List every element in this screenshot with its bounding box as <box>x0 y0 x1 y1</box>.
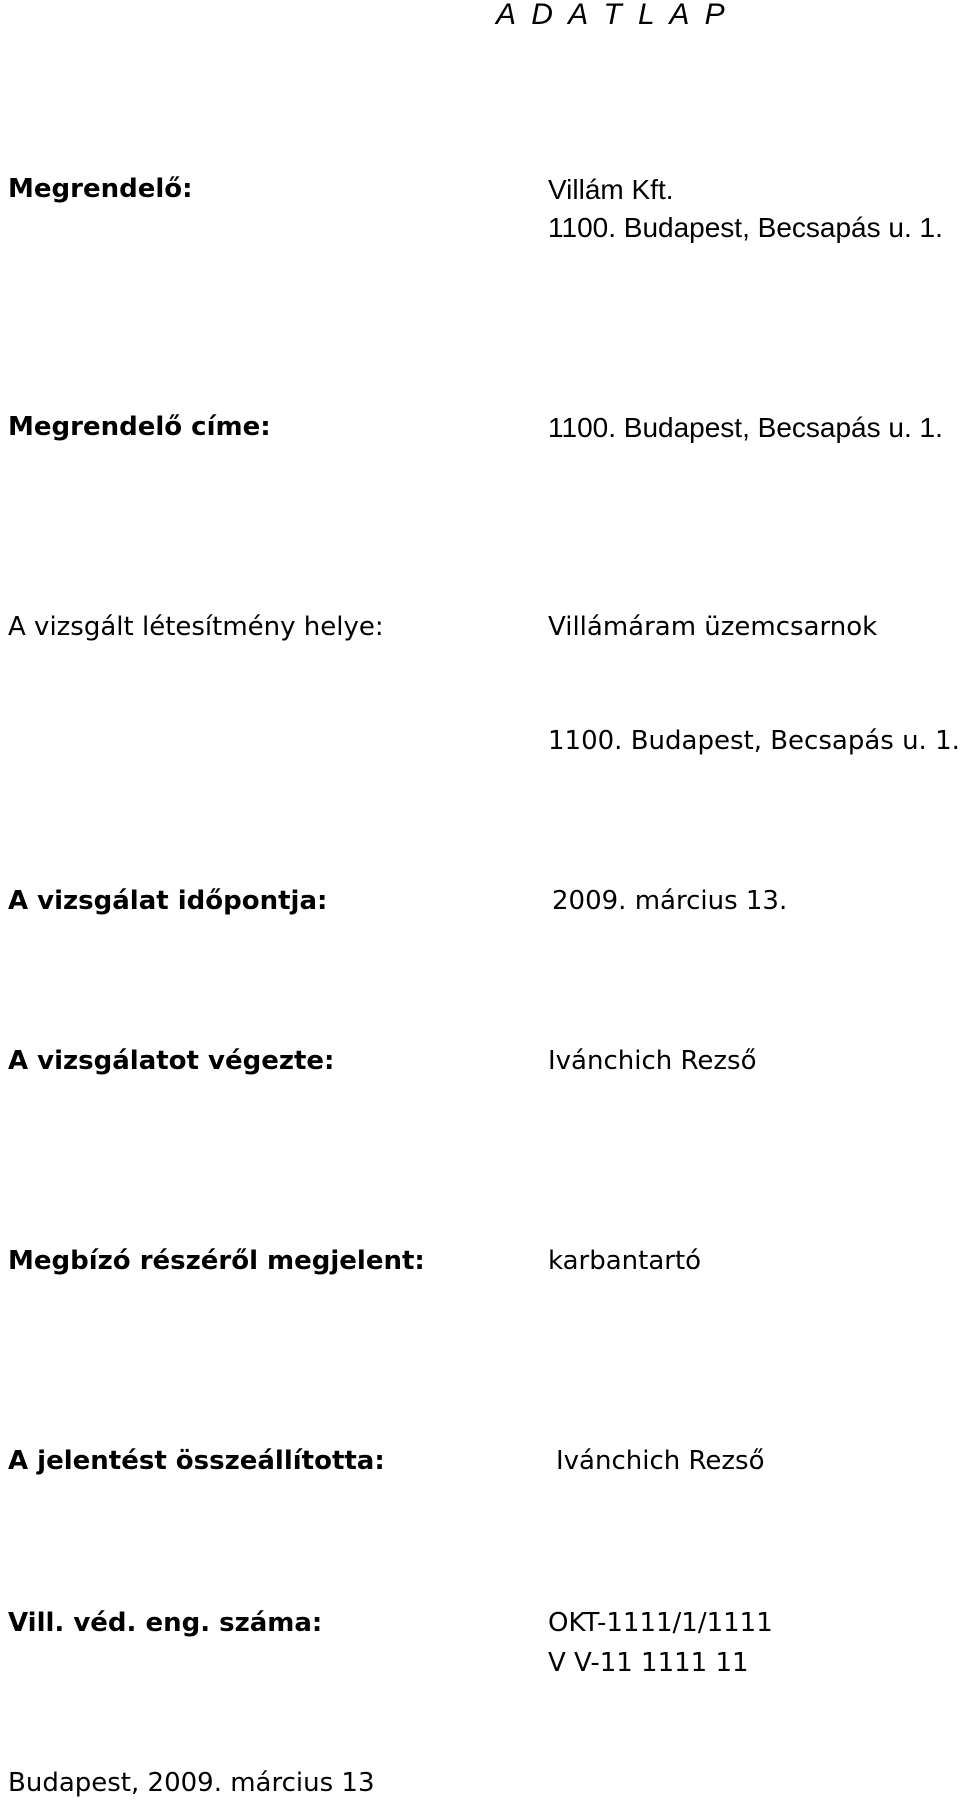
label-megrendelo-cime: Megrendelő címe: <box>8 412 271 442</box>
value-engedely-line1: OKT-1111/1/1111 <box>548 1608 773 1638</box>
footer-place-date: Budapest, 2009. március 13 <box>8 1768 375 1798</box>
value-megrendelo-name: Villám Kft. <box>548 174 674 205</box>
value-osszeallitotta: Ivánchich Rezső <box>556 1446 765 1476</box>
document-title: A D A T L A P <box>496 0 729 31</box>
label-vegezte: A vizsgálatot végezte: <box>8 1046 335 1076</box>
value-letesitmeny-name: Villámáram üzemcsarnok <box>548 612 878 642</box>
label-osszeallitotta: A jelentést összeállította: <box>8 1446 385 1476</box>
value-idopont: 2009. március 13. <box>552 886 788 916</box>
value-engedely-line2: V V-11 1111 11 <box>548 1648 749 1678</box>
label-megrendelo: Megrendelő: <box>8 174 193 204</box>
label-megjelent: Megbízó részéről megjelent: <box>8 1246 425 1276</box>
label-idopont: A vizsgálat időpontja: <box>8 886 328 916</box>
value-megrendelo-cime: 1100. Budapest, Becsapás u. 1. <box>548 412 943 443</box>
value-letesitmeny-address: 1100. Budapest, Becsapás u. 1. <box>548 726 960 756</box>
value-megrendelo-address: 1100. Budapest, Becsapás u. 1. <box>548 212 943 243</box>
label-engedely: Vill. véd. eng. száma: <box>8 1608 323 1638</box>
label-letesitmeny-helye: A vizsgált létesítmény helye: <box>8 612 384 642</box>
value-vegezte: Ivánchich Rezső <box>548 1046 757 1076</box>
value-megjelent: karbantartó <box>548 1246 702 1276</box>
